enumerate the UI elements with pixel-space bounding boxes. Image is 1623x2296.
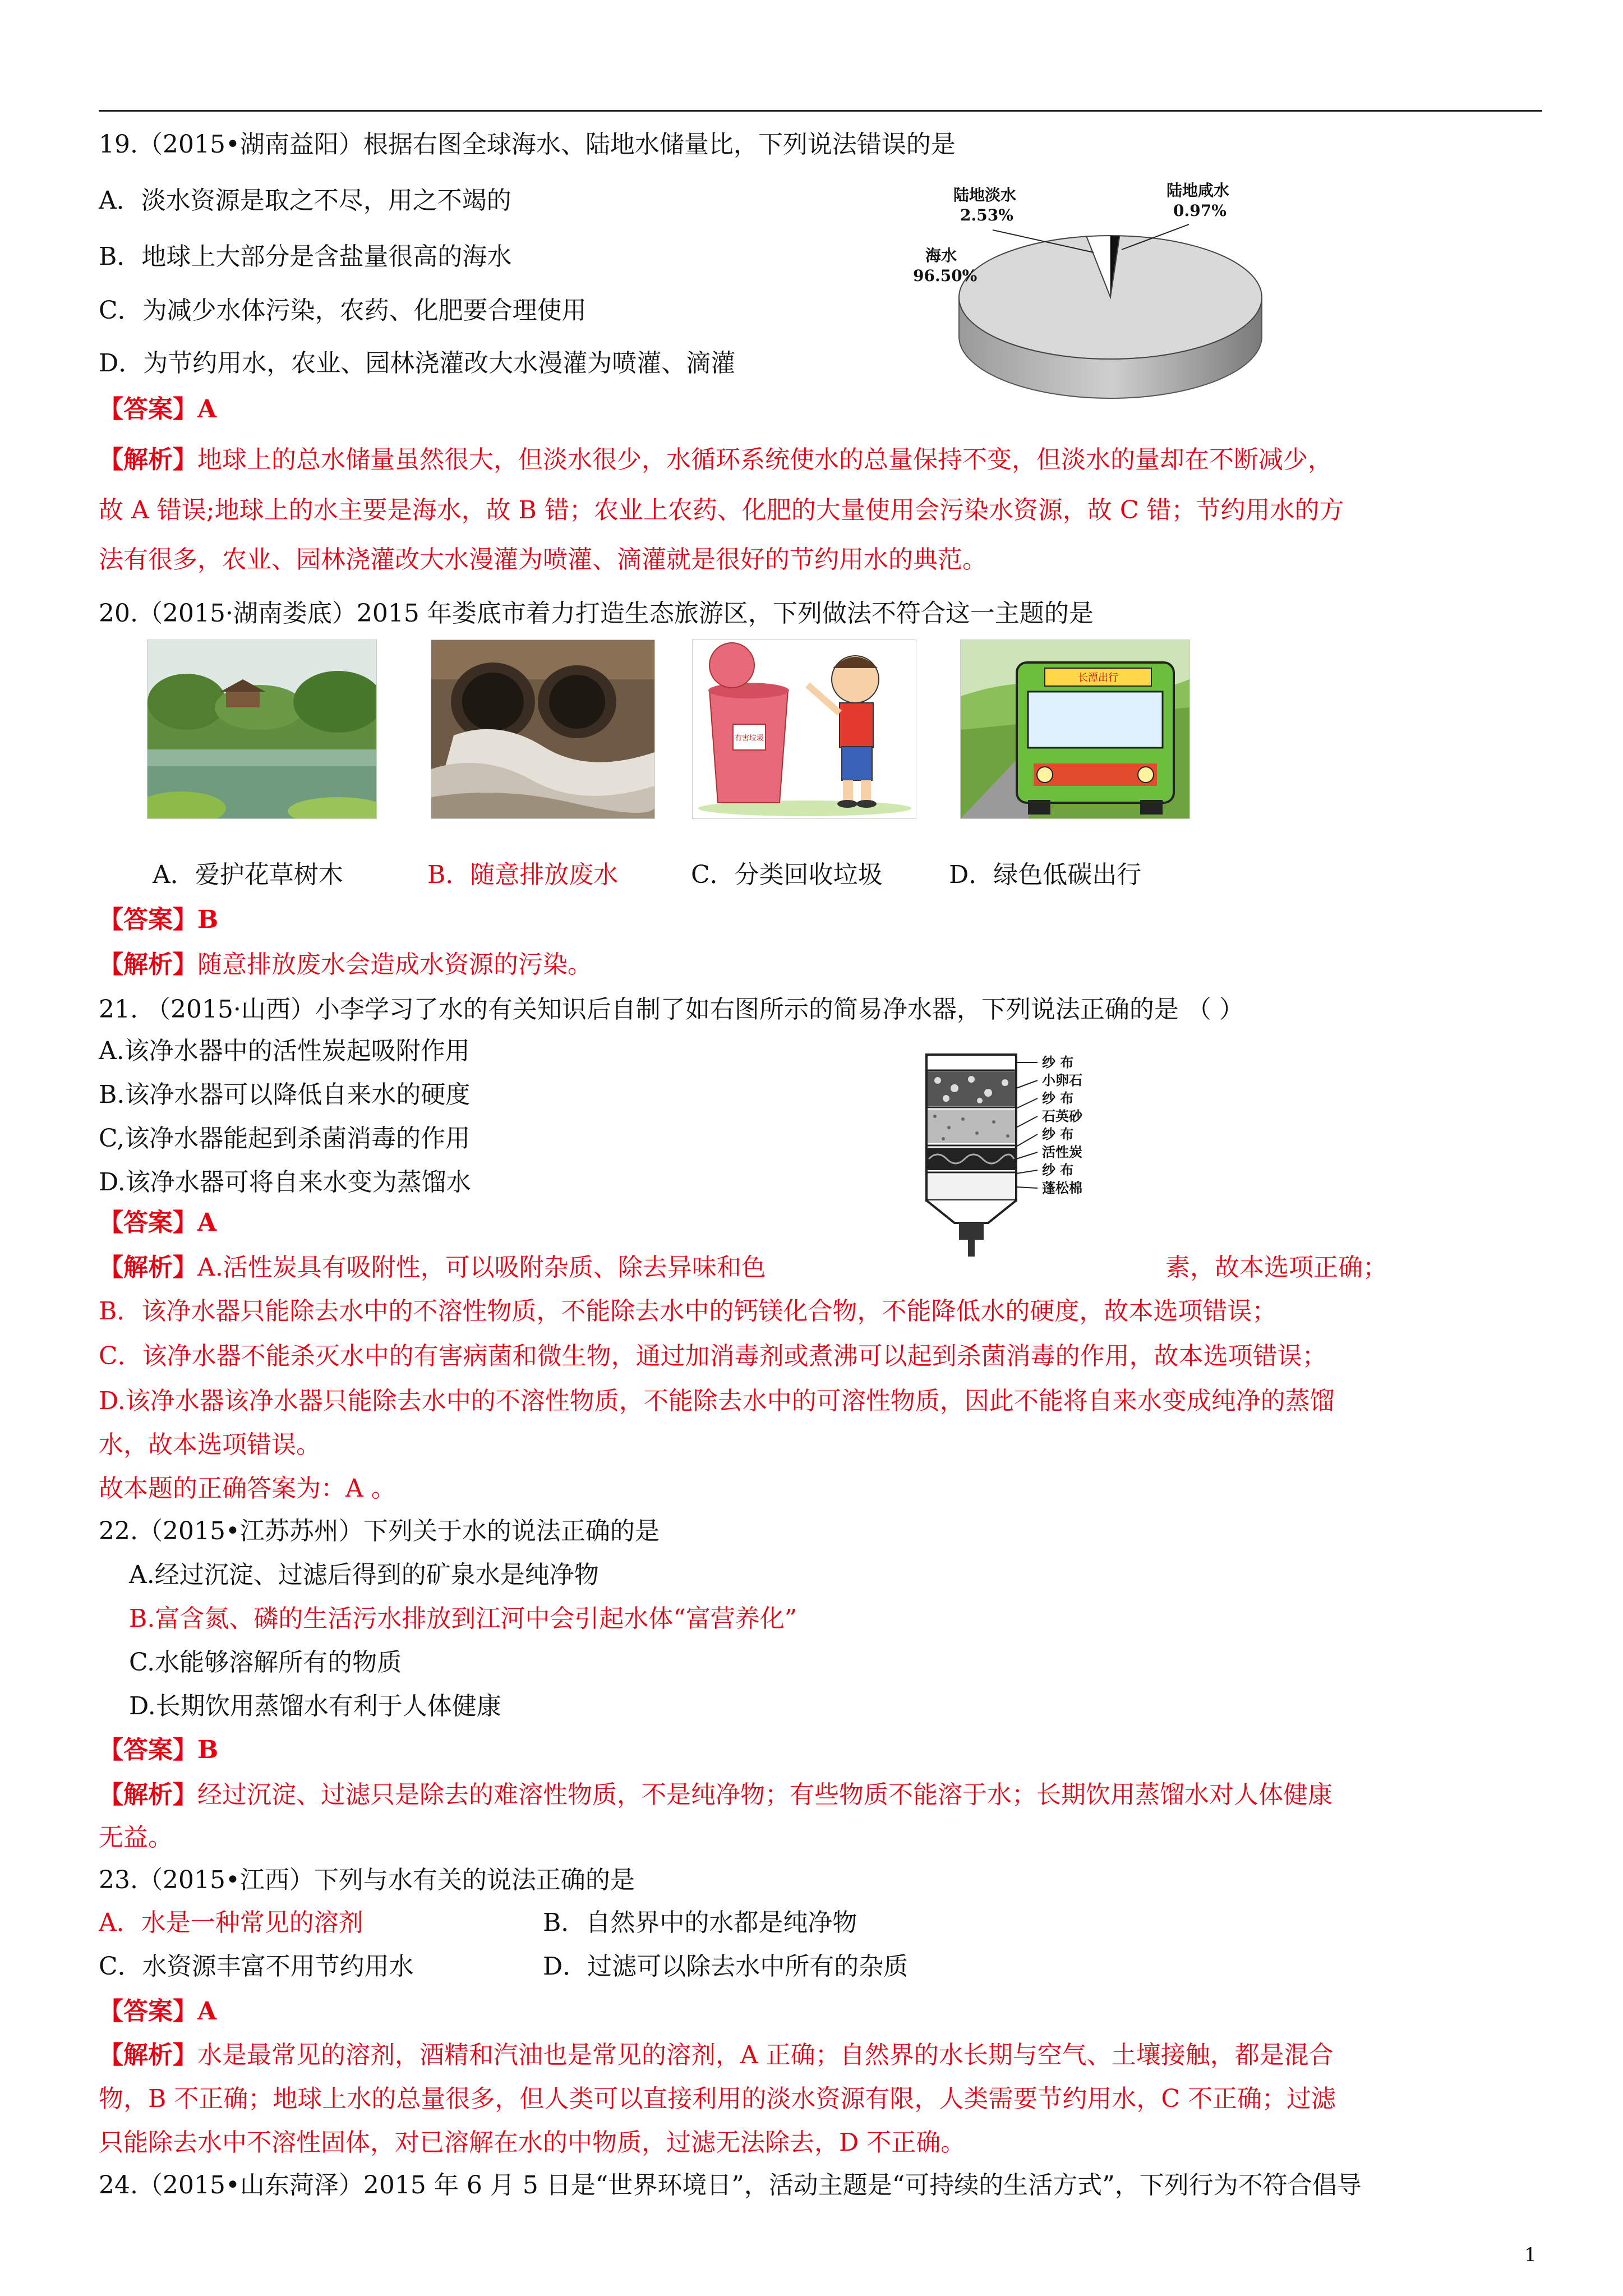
bus-sign-text: 长潭出行 (1078, 672, 1118, 684)
q21-analysis-line-3: C．该净水器不能杀灭水中的有害病菌和微生物，通过加消毒剂或煮沸可以起到杀菌消毒的作用，故本选项错误； (99, 1342, 1327, 1370)
q22-stem: 22.（2015•江苏苏州）下列关于水的说法正确的是 (99, 1517, 660, 1545)
q20-analysis-tag: 【解析】 (99, 950, 197, 979)
q23-answer: 【答案】A (99, 1997, 217, 2026)
q20-analysis (99, 948, 592, 982)
pie-label-salt-value: 0.97% (1173, 201, 1227, 220)
q22-analysis-line-1 (99, 1778, 1332, 1812)
q23-stem: 23.（2015•江西）下列与水有关的说法正确的是 (99, 1866, 635, 1894)
q23-analysis-line-3: 只能除去水中不溶性固体，对已溶解在水的中物质，过滤无法除去，D 不正确。 (99, 2128, 966, 2157)
q21-analysis-text-1a: A.活性炭具有吸附性，可以吸附杂质、除去异味和色 (197, 1253, 766, 1282)
green-bus-picture (960, 639, 1190, 819)
page-number: 1 (1524, 2244, 1537, 2266)
q22-analysis-line-2: 无益。 (99, 1823, 173, 1852)
q19-analysis-line-1 (99, 443, 1332, 477)
q19-option-c: C．为减少水体污染，农药、化肥要合理使用 (99, 296, 587, 325)
q23-option-c: C．水资源丰富不用节约用水 (99, 1952, 414, 1981)
q20-answer: 【答案】B (99, 905, 219, 934)
water-storage-pie-chart (909, 174, 1312, 404)
q21-analysis-tag: 【解析】 (99, 1253, 197, 1282)
q20-option-b: B．随意排放废水 (427, 861, 619, 889)
pie-slices (959, 224, 1262, 359)
q22-option-b: B.富含氮、磷的生活污水排放到江河中会引起水体“富营养化” (129, 1604, 797, 1633)
q21-analysis-line-1 (99, 1251, 766, 1285)
q22-option-a: A.经过沉淀、过滤后得到的矿泉水是纯净物 (129, 1561, 599, 1589)
q22-answer: 【答案】B (99, 1736, 219, 1764)
q22-option-d: D.长期饮用蒸馏水有利于人体健康 (129, 1692, 501, 1720)
q23-option-b: B．自然界中的水都是纯净物 (543, 1908, 857, 1937)
q22-analysis-tag: 【解析】 (99, 1780, 197, 1809)
q21-analysis-line-2: B．该净水器只能除去水中的不溶性物质，不能除去水中的钙镁化合物，不能降低水的硬度，故本选项错误； (99, 1297, 1277, 1326)
q21-analysis-text-1b: 素，故本选项正确； (1165, 1253, 1387, 1282)
filter-layer-8-label: 蓬松棉 (1042, 1180, 1082, 1196)
park-lake-picture (147, 639, 377, 819)
q19-stem: 19.（2015•湖南益阳）根据右图全球海水、陆地水储量比，下列说法错误的是 (99, 130, 956, 159)
q22-analysis-text-1: 经过沉淀、过滤只是除去的难溶性物质，不是纯净物；有些物质不能溶于水；长期饮用蒸馏水对人体健康 (197, 1780, 1332, 1809)
q23-analysis-tag: 【解析】 (99, 2041, 197, 2069)
q23-analysis-text-1: 水是最常见的溶剂，酒精和汽油也是常见的溶剂，A 正确；自然界的水长期与空气、土壤接触，都是混合 (197, 2041, 1334, 2069)
q21-option-c: C,该净水器能起到杀菌消毒的作用 (99, 1124, 471, 1153)
filter-layer-6-label: 活性炭 (1042, 1144, 1082, 1160)
q21-option-a: A.该净水器中的活性炭起吸附作用 (99, 1037, 470, 1065)
filter-layer-5-label: 纱 布 (1042, 1126, 1074, 1142)
filter-layer-7-label: 纱 布 (1042, 1162, 1074, 1178)
q20-stem: 20.（2015·湖南娄底）2015 年娄底市着力打造生态旅游区，下列做法不符合这一主题的是 (99, 599, 1094, 628)
q19-analysis-line-3: 法有很多，农业、园林浇灌改大水漫灌为喷灌、滴灌就是很好的节约用水的典范。 (99, 545, 987, 574)
q20-analysis-text: 随意排放废水会造成水资源的污染。 (197, 950, 592, 979)
q21-analysis-line-4: D.该净水器该净水器只能除去水中的不溶性物质，不能除去水中的可溶性物质，因此不能将自来水变成纯净的蒸馏 (99, 1387, 1335, 1415)
header-rule (99, 110, 1542, 112)
q19-option-b: B．地球上大部分是含盐量很高的海水 (99, 242, 512, 271)
pie-label-fresh-value: 2.53% (960, 206, 1013, 224)
q21-option-d: D.该净水器可将自来水变为蒸馏水 (99, 1168, 471, 1197)
q21-stem: 21. （2015·山西）小李学习了水的有关知识后自制了如右图所示的简易净水器，下列说法正确的是 （ ） (99, 995, 1244, 1024)
q19-analysis-line-2: 故 A 错误;地球上的水主要是海水，故 B 错；农业上农药、化肥的大量使用会污染水资源，故 C 错；节约用水的方 (99, 496, 1344, 524)
q19-option-d: D．为节约用水，农业、园林浇灌改大水漫灌为喷灌、滴灌 (99, 349, 736, 378)
pie-label-sea-name: 海水 (925, 246, 957, 265)
q21-option-b: B.该净水器可以降低自来水的硬度 (99, 1080, 471, 1109)
q24-stem: 24.（2015•山东菏泽）2015 年 6 月 5 日是“世界环境日”，活动主题是“可持续的生活方式”，下列行为不符合倡导 (99, 2171, 1362, 2200)
q20-option-a: A．爱护花草树木 (153, 861, 343, 889)
pie-label-fresh-name: 陆地淡水 (953, 186, 1017, 204)
q19-option-a: A．淡水资源是取之不尽，用之不竭的 (99, 186, 511, 215)
water-filter-diagram (915, 1043, 1151, 1262)
filter-layer-3-label: 纱 布 (1042, 1090, 1074, 1106)
sewage-discharge-picture (431, 639, 655, 819)
recycling-bin-picture (692, 639, 916, 819)
bin-sign-text: 有害垃圾 (734, 734, 764, 743)
q19-analysis-tag: 【解析】 (99, 445, 197, 474)
filter-layer-2-label: 小卵石 (1042, 1072, 1082, 1088)
filter-svg (915, 1043, 1151, 1262)
pie-label-sea-value: 96.50% (913, 266, 978, 285)
filter-layer-4-label: 石英砂 (1042, 1108, 1082, 1124)
q21-answer: 【答案】A (99, 1208, 217, 1237)
q21-analysis-line-6: 故本题的正确答案为：A 。 (99, 1474, 396, 1503)
q23-option-a: A．水是一种常见的溶剂 (99, 1908, 363, 1937)
filter-layer-1-label: 纱 布 (1042, 1054, 1074, 1070)
q23-analysis-line-2: 物，B 不正确；地球上水的总量很多，但人类可以直接利用的淡水资源有限，人类需要节约用水，C 不正确；过滤 (99, 2085, 1336, 2113)
q19-analysis-text-1: 地球上的总水储量虽然很大，但淡水很少，水循环系统使水的总量保持不变，但淡水的量却在不断减少， (197, 445, 1332, 474)
pie-label-salt-name: 陆地咸水 (1166, 181, 1230, 200)
q23-option-d: D．过滤可以除去水中所有的杂质 (543, 1952, 909, 1981)
q20-option-c: C．分类回收垃圾 (691, 861, 883, 889)
q22-option-c: C.水能够溶解所有的物质 (129, 1648, 402, 1677)
q20-option-d: D．绿色低碳出行 (949, 861, 1142, 889)
q23-analysis-line-1 (99, 2039, 1334, 2072)
q21-analysis-line-5: 水，故本选项错误。 (99, 1430, 321, 1459)
q19-answer: 【答案】A (99, 395, 217, 424)
